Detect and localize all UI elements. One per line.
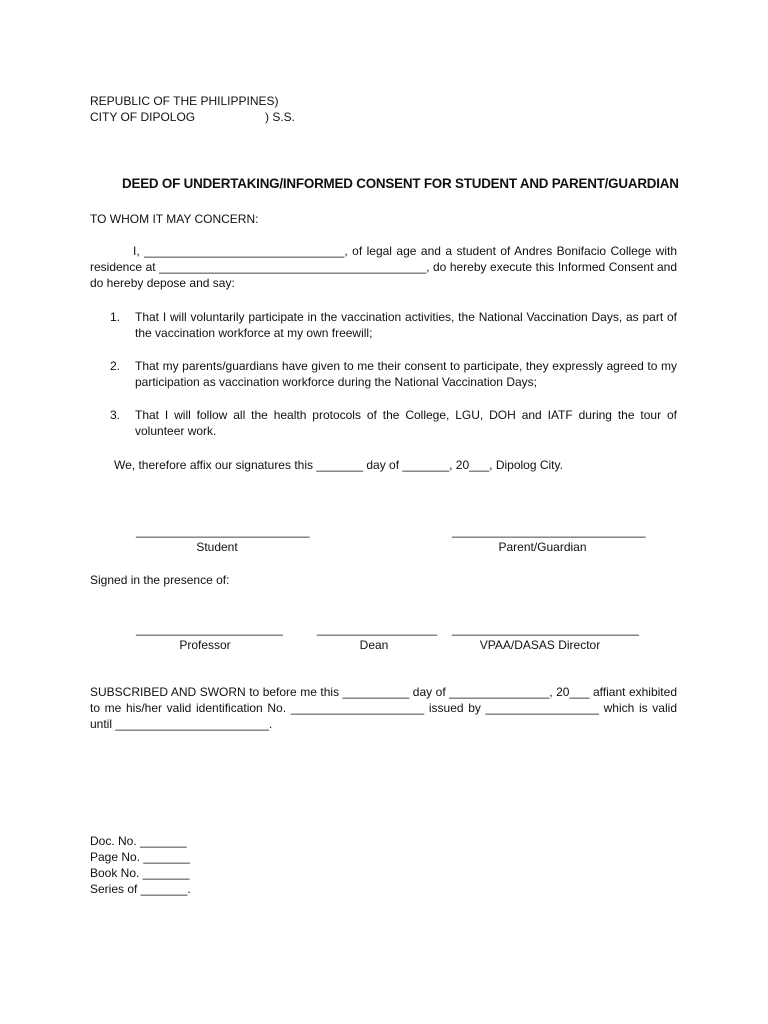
notary-page-no: Page No. _______ <box>90 850 191 864</box>
signature-label: VPAA/DASAS Director <box>479 638 601 652</box>
jurat-text: SUBSCRIBED AND SWORN to before me this __________ day of _______________, 20___ affiant exhibited to me his/her valid identification No. ____________________ issued by _________________ which is valid until _______________________. <box>90 685 677 731</box>
item-text: That I will voluntarily participate in the vaccination activities, the National Vaccination Days, as part of the vaccination workforce at my own freewill; <box>135 310 677 340</box>
signature-label: Parent/Guardian <box>498 540 587 554</box>
signature-line: ____________________________ <box>452 622 639 636</box>
header-republic: REPUBLIC OF THE PHILIPPINES) <box>90 94 279 108</box>
signature-line: __________________________ <box>136 524 310 538</box>
item-text: That I will follow all the health protocols of the College, LGU, DOH and IATF during the tour of volunteer work. <box>135 408 677 438</box>
professor-signature <box>136 621 283 653</box>
notary-series: Series of _______. <box>90 882 191 896</box>
signature-label: Dean <box>359 638 389 652</box>
item-number: 3. <box>110 408 121 422</box>
dean-signature <box>317 621 438 653</box>
signature-line: __________________ <box>317 622 438 636</box>
director-signature <box>452 621 639 653</box>
item-text: That my parents/guardians have given to me their consent to participate, they expressly agreed to my participation as vaccination workforce during the National Vaccination Days; <box>135 359 677 389</box>
document-title: DEED OF UNDERTAKING/INFORMED CONSENT FOR STUDENT AND PARENT/GUARDIAN <box>122 176 679 191</box>
presence-statement: Signed in the presence of: <box>90 573 230 587</box>
intro-paragraph <box>90 243 677 291</box>
intro-text: I, ______________________________, of legal age and a student of Andres Bonifacio College with residence at ________________________________________, do hereby execute this Informed Consent and do hereby depose and say: <box>90 244 677 290</box>
header-ss: ) S.S. <box>265 110 296 124</box>
salutation: TO WHOM IT MAY CONCERN: <box>90 212 259 226</box>
signature-line: ______________________ <box>136 622 283 636</box>
student-signature <box>136 523 310 555</box>
header-city: CITY OF DIPOLOG <box>90 110 196 124</box>
item-number: 1. <box>110 310 121 324</box>
signature-label: Student <box>196 540 238 554</box>
signature-line: _____________________________ <box>452 524 646 538</box>
affix-statement: We, therefore affix our signatures this _______ day of _______, 20___, Dipolog City. <box>114 458 563 472</box>
notary-doc-no: Doc. No. _______ <box>90 834 187 848</box>
notary-book-no: Book No. _______ <box>90 866 190 880</box>
item-number: 2. <box>110 359 121 373</box>
signature-label: Professor <box>179 638 231 652</box>
parent-signature <box>452 523 646 555</box>
jurat-paragraph <box>90 684 677 732</box>
